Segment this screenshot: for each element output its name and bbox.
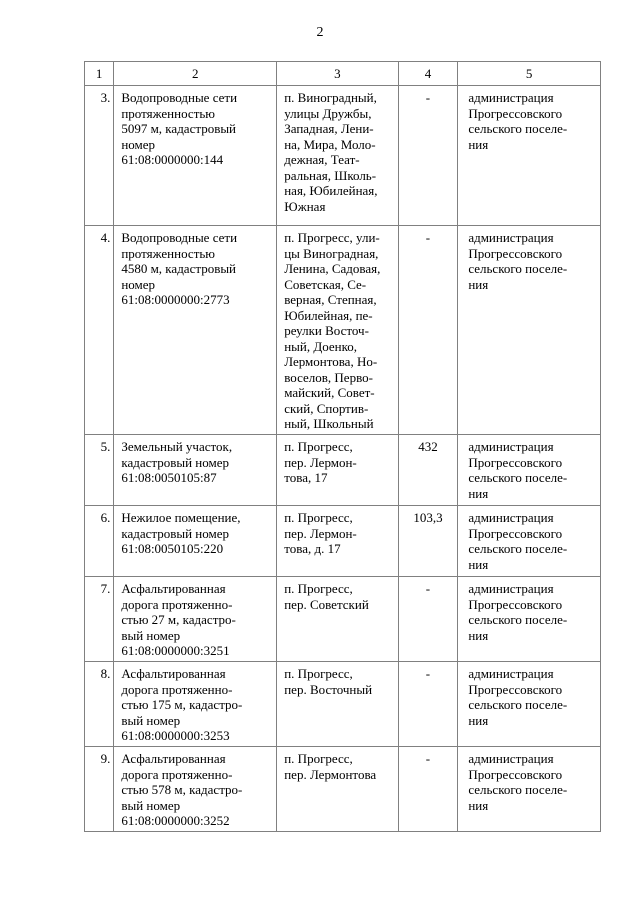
object-line: вый номер — [121, 797, 181, 813]
object-line: 61:08:0000000:144 — [121, 152, 224, 167]
area-cell: 103,3 — [398, 506, 458, 577]
table-row — [85, 226, 601, 435]
address-line: п. Прогресс, — [284, 581, 353, 596]
holder-line: администрация — [468, 230, 554, 245]
object-cell — [114, 506, 277, 577]
address-line: п. Прогресс, — [284, 666, 353, 681]
object-cell — [114, 577, 277, 662]
holder-cell — [458, 435, 601, 506]
object-line: Асфальтированная — [121, 581, 226, 596]
holder-line: администрация — [468, 510, 554, 525]
address-line: Западная, Лени- — [284, 121, 374, 136]
address-line: воселов, Перво- — [284, 369, 373, 385]
object-line: 61:08:0000000:3253 — [121, 728, 230, 743]
header-col-5: 5 — [458, 62, 601, 86]
address-line: това, 17 — [284, 470, 328, 485]
header-col-4: 4 — [398, 62, 458, 86]
object-line: 61:08:0050105:220 — [121, 541, 224, 556]
area-cell: - — [398, 226, 458, 435]
address-line: ная, Юбилейная, — [284, 183, 378, 198]
address-cell — [277, 506, 398, 577]
address-cell — [277, 747, 398, 832]
row-number: 4. — [85, 226, 114, 435]
address-cell — [277, 435, 398, 506]
holder-cell — [458, 226, 601, 435]
holder-cell — [458, 577, 601, 662]
holder-line: ния — [468, 556, 489, 572]
address-line: пер. Советский — [284, 596, 369, 612]
address-line: Лермонтова, Но- — [284, 354, 378, 369]
holder-line: сельского поселе- — [468, 470, 568, 485]
object-line: дорога протяженно- — [121, 596, 233, 612]
holder-line: ния — [468, 712, 489, 728]
header-col-1: 1 — [85, 62, 114, 86]
row-number: 9. — [85, 747, 114, 832]
holder-line: Прогрессовского — [468, 596, 563, 612]
row-number: 3. — [85, 86, 114, 226]
address-line: пер. Восточный — [284, 681, 373, 697]
area-cell: - — [398, 577, 458, 662]
table-header-row — [85, 62, 601, 86]
holder-line: Прогрессовского — [468, 105, 563, 121]
object-line: кадастровый номер — [121, 525, 229, 541]
object-line: стью 175 м, кадастро- — [121, 697, 243, 712]
address-line: п. Прогресс, ули- — [284, 230, 380, 245]
area-cell: - — [398, 86, 458, 226]
holder-cell — [458, 506, 601, 577]
address-line: ский, Спортив- — [284, 400, 369, 416]
object-line: Асфальтированная — [121, 751, 226, 766]
holder-cell — [458, 86, 601, 226]
object-line: дорога протяженно- — [121, 681, 233, 697]
object-line: кадастровый номер — [121, 454, 229, 470]
row-number: 7. — [85, 577, 114, 662]
table-row — [85, 747, 601, 832]
area-cell: - — [398, 662, 458, 747]
header-col-2: 2 — [114, 62, 277, 86]
address-line: пер. Лермонтова — [284, 766, 377, 782]
table-row — [85, 662, 601, 747]
holder-line: Прогрессовского — [468, 454, 563, 470]
address-line: Ленина, Садовая, — [284, 261, 381, 276]
holder-line: администрация — [468, 751, 554, 766]
object-line: вый номер — [121, 627, 181, 643]
holder-line: сельского поселе- — [468, 541, 568, 556]
object-line: Водопроводные сети — [121, 230, 238, 245]
holder-cell — [458, 747, 601, 832]
area-cell: 432 — [398, 435, 458, 506]
holder-line: администрация — [468, 439, 554, 454]
row-number: 5. — [85, 435, 114, 506]
address-cell — [277, 662, 398, 747]
address-line: п. Прогресс, — [284, 439, 353, 454]
table-row — [85, 577, 601, 662]
property-table — [84, 61, 601, 832]
holder-line: Прогрессовского — [468, 525, 563, 541]
address-line: цы Виноградная, — [284, 245, 379, 261]
address-line: Юбилейная, пе- — [284, 307, 373, 323]
address-line: Советская, Се- — [284, 276, 367, 292]
object-cell — [114, 747, 277, 832]
holder-line: ния — [468, 276, 489, 292]
object-cell — [114, 435, 277, 506]
object-line: стью 578 м, кадастро- — [121, 782, 243, 797]
table-row — [85, 506, 601, 577]
holder-line: ния — [468, 627, 489, 643]
object-line: 5097 м, кадастровый — [121, 121, 237, 136]
holder-line: сельского поселе- — [468, 782, 568, 797]
address-line: ный, Доенко, — [284, 338, 358, 354]
object-cell — [114, 662, 277, 747]
object-line: вый номер — [121, 712, 181, 728]
holder-line: Прогрессовского — [468, 766, 563, 782]
object-line: протяженностью — [121, 105, 216, 121]
row-number: 8. — [85, 662, 114, 747]
address-line: улицы Дружбы, — [284, 105, 372, 121]
table-body — [85, 86, 601, 832]
address-line: дежная, Теат- — [284, 152, 360, 167]
address-line: Южная — [284, 198, 326, 214]
holder-line: сельского поселе- — [468, 261, 568, 276]
address-line: п. Виноградный, — [284, 90, 377, 105]
table-row — [85, 435, 601, 506]
object-line: дорога протяженно- — [121, 766, 233, 782]
address-cell — [277, 86, 398, 226]
object-line: номер — [121, 136, 156, 152]
object-line: стью 27 м, кадастро- — [121, 612, 236, 627]
address-line: реулки Восточ- — [284, 323, 369, 338]
table-row — [85, 86, 601, 226]
holder-cell — [458, 662, 601, 747]
holder-line: сельского поселе- — [468, 121, 568, 136]
object-line: 61:08:0000000:3251 — [121, 643, 230, 658]
address-line: п. Прогресс, — [284, 751, 353, 766]
row-number: 6. — [85, 506, 114, 577]
object-line: 61:08:0050105:87 — [121, 470, 217, 485]
holder-line: Прогрессовского — [468, 681, 563, 697]
object-line: Водопроводные сети — [121, 90, 238, 105]
address-line: на, Мира, Моло- — [284, 136, 376, 152]
holder-line: ния — [468, 797, 489, 813]
holder-line: администрация — [468, 90, 554, 105]
address-line: ный, Школьный — [284, 416, 374, 431]
object-line: Нежилое помещение, — [121, 510, 241, 525]
object-line: Земельный участок, — [121, 439, 233, 454]
object-line: Асфальтированная — [121, 666, 226, 681]
holder-line: сельского поселе- — [468, 697, 568, 712]
address-line: това, д. 17 — [284, 541, 341, 556]
object-line: 4580 м, кадастровый — [121, 261, 237, 276]
object-cell — [114, 86, 277, 226]
object-line: номер — [121, 276, 156, 292]
holder-line: администрация — [468, 666, 554, 681]
object-line: 61:08:0000000:3252 — [121, 813, 230, 828]
header-col-3: 3 — [277, 62, 398, 86]
address-line: п. Прогресс, — [284, 510, 353, 525]
area-cell: - — [398, 747, 458, 832]
address-cell — [277, 577, 398, 662]
page-number: 2 — [316, 25, 324, 40]
object-line: 61:08:0000000:2773 — [121, 292, 230, 307]
holder-line: администрация — [468, 581, 554, 596]
address-line: майский, Совет- — [284, 385, 375, 400]
address-line: пер. Лермон- — [284, 454, 357, 470]
object-line: протяженностью — [121, 245, 216, 261]
address-cell — [277, 226, 398, 435]
holder-line: Прогрессовского — [468, 245, 563, 261]
object-cell — [114, 226, 277, 435]
holder-line: ния — [468, 136, 489, 152]
address-line: ральная, Школь- — [284, 167, 377, 183]
holder-line: ния — [468, 485, 489, 501]
holder-line: сельского поселе- — [468, 612, 568, 627]
address-line: верная, Степная, — [284, 292, 377, 307]
address-line: пер. Лермон- — [284, 525, 357, 541]
